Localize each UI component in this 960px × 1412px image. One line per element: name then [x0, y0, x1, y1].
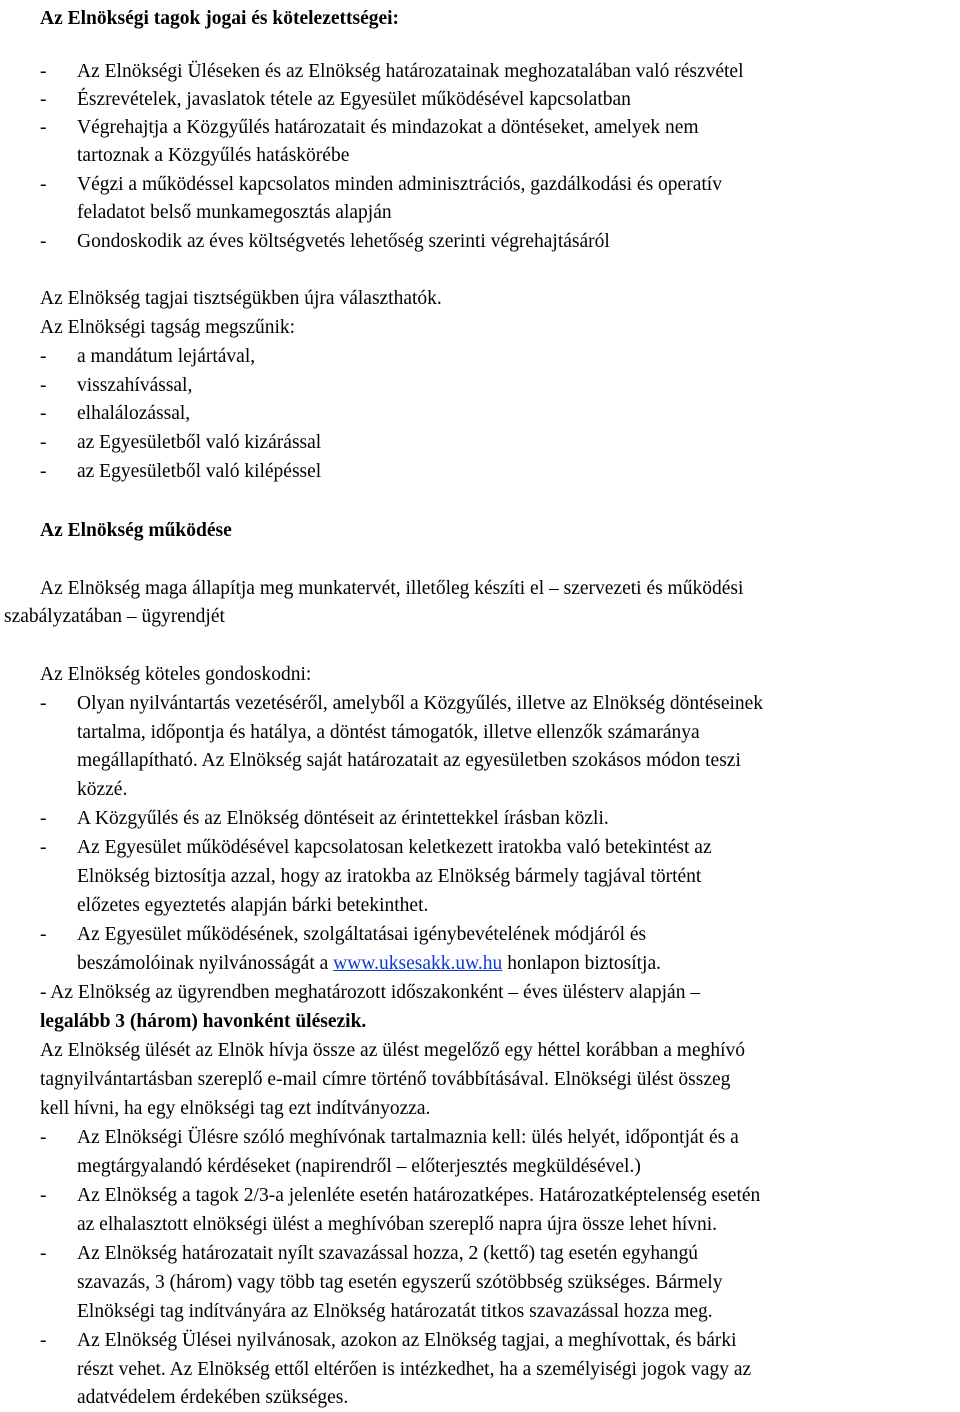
meeting-frequency-line: - Az Elnökség az ügyrendben meghatározott időszakonként – éves ülésterv alapján – — [40, 982, 701, 1003]
list-item: Végzi a működéssel kapcsolatos minden adminisztrációs, gazdálkodási és operatív — [77, 174, 722, 195]
bullet-dash: - — [40, 1330, 47, 1351]
termination-item: a mandátum lejártával, — [77, 346, 256, 367]
bullet-dash: - — [40, 924, 47, 945]
bullet-dash: - — [40, 808, 47, 829]
bullet-dash: - — [40, 837, 47, 858]
list-item-continued: tartoznak a Közgyűlés hatáskörébe — [77, 145, 350, 166]
convene-line: tagnyilvántartásban szereplő e-mail címre történő továbbításával. Elnökségi ülést összeg — [40, 1069, 731, 1090]
rule-line: Elnökségi tag indítványára az Elnökség határozatát titkos szavazással hozza meg. — [77, 1301, 713, 1322]
bullet-dash: - — [40, 174, 47, 195]
bullet-dash: - — [40, 461, 47, 482]
duty-line: megállapítható. Az Elnökség saját határozatait az egyesületben szokásos módon teszi — [77, 750, 741, 771]
bullet-dash: - — [40, 432, 47, 453]
duty-line: közzé. — [77, 779, 128, 800]
termination-item: visszahívással, — [77, 375, 193, 396]
list-item: Az Elnökségi Üléseken és az Elnökség határozatainak meghozatalában való részvétel — [77, 61, 744, 82]
duty-line: Az Egyesület működésének, szolgáltatásai igénybevételének módjáról és — [77, 924, 647, 945]
convene-line: Az Elnökség ülését az Elnök hívja össze az ülést megelőző egy héttel korábban a meghívó — [40, 1040, 746, 1061]
website-link[interactable]: www.uksesakk.uw.hu — [333, 953, 503, 974]
website-prefix: beszámolóinak nyilvánosságát a — [77, 953, 334, 974]
rule-line: megtárgyalandó kérdéseket (napirendről – előterjesztés megküldésével.) — [77, 1156, 641, 1177]
rule-line: Az Elnökség határozatait nyílt szavazással hozza, 2 (kettő) tag esetén egyhangú — [77, 1243, 699, 1264]
bullet-dash: - — [40, 403, 47, 424]
list-item: Végrehajtja a Közgyűlés határozatait és mindazokat a döntéseket, amelyek nem — [77, 117, 699, 138]
reelection-sentence: Az Elnökség tagjai tisztségükben újra választhatók. — [40, 288, 442, 309]
bullet-dash: - — [40, 1185, 47, 1206]
bullet-dash: - — [40, 89, 47, 110]
bullet-dash: - — [40, 693, 47, 714]
termination-item: elhalálozással, — [77, 403, 191, 424]
bullet-dash: - — [40, 375, 47, 396]
rule-line: szavazás, 3 (három) vagy több tag esetén egyszerű szótöbbség szükséges. Bármely — [77, 1272, 723, 1293]
paragraph-line: szabályzatában – ügyrendjét — [4, 606, 225, 627]
section-heading-operation: Az Elnökség működése — [40, 520, 232, 541]
bullet-dash: - — [40, 1243, 47, 1264]
duty-intro: Az Elnökség köteles gondoskodni: — [40, 664, 312, 685]
duty-line: A Közgyűlés és az Elnökség döntéseit az érintettekkel írásban közli. — [77, 808, 609, 829]
rule-line: Az Elnökségi Ülésre szóló meghívónak tartalmaznia kell: ülés helyét, időpontját és a — [77, 1127, 739, 1148]
bullet-dash: - — [40, 1127, 47, 1148]
duty-line-website — [77, 949, 661, 978]
website-suffix: honlapon biztosítja. — [502, 953, 661, 974]
convene-line: kell hívni, ha egy elnökségi tag ezt indítványozza. — [40, 1098, 431, 1119]
duty-line: előzetes egyeztetés alapján bárki betekinthet. — [77, 895, 429, 916]
section-heading-rights: Az Elnökségi tagok jogai és kötelezettségei: — [40, 8, 400, 29]
bullet-dash: - — [40, 61, 47, 82]
termination-intro: Az Elnökségi tagság megszűnik: — [40, 317, 296, 338]
bullet-dash: - — [40, 117, 47, 138]
paragraph-line: Az Elnökség maga állapítja meg munkatervét, illetőleg készíti el – szervezeti és működési — [40, 578, 744, 599]
rule-line: Az Elnökség a tagok 2/3-a jelenléte esetén határozatképes. Határozatképtelenség esetén — [77, 1185, 761, 1206]
duty-line: tartalma, időpontja és hatálya, a döntést támogatók, illetve ellenzők számaránya — [77, 722, 700, 743]
meeting-frequency-bold: legalább 3 (három) havonként ülésezik. — [40, 1011, 367, 1032]
rule-line: az elhalasztott elnökségi ülést a meghívóban szereplő napra újra össze lehet hívni. — [77, 1214, 718, 1235]
bullet-dash: - — [40, 231, 47, 252]
duty-line: Az Egyesület működésével kapcsolatosan keletkezett iratokba való betekintést az — [77, 837, 712, 858]
duty-line: Elnökség biztosítja azzal, hogy az iratokba az Elnökség bármely tagjával történt — [77, 866, 702, 887]
list-item: Észrevételek, javaslatok tétele az Egyesület működésével kapcsolatban — [77, 89, 631, 110]
rule-line: Az Elnökség Ülései nyilvánosak, azokon az Elnökség tagjai, a meghívottak, és bárki — [77, 1330, 737, 1351]
list-item-continued: feladatot belső munkamegosztás alapján — [77, 202, 392, 223]
bullet-dash: - — [40, 346, 47, 367]
termination-item: az Egyesületből való kilépéssel — [77, 461, 322, 482]
rule-line: részt vehet. Az Elnökség ettől eltérően is intézkedhet, ha a személyiségi jogok vagy az — [77, 1359, 752, 1380]
rule-line: adatvédelem érdekében szükséges. — [77, 1387, 349, 1408]
list-item: Gondoskodik az éves költségvetés lehetőség szerinti végrehajtásáról — [77, 231, 610, 252]
duty-line: Olyan nyilvántartás vezetéséről, amelyből a Közgyűlés, illetve az Elnökség döntéseinek — [77, 693, 764, 714]
termination-item: az Egyesületből való kizárással — [77, 432, 322, 453]
